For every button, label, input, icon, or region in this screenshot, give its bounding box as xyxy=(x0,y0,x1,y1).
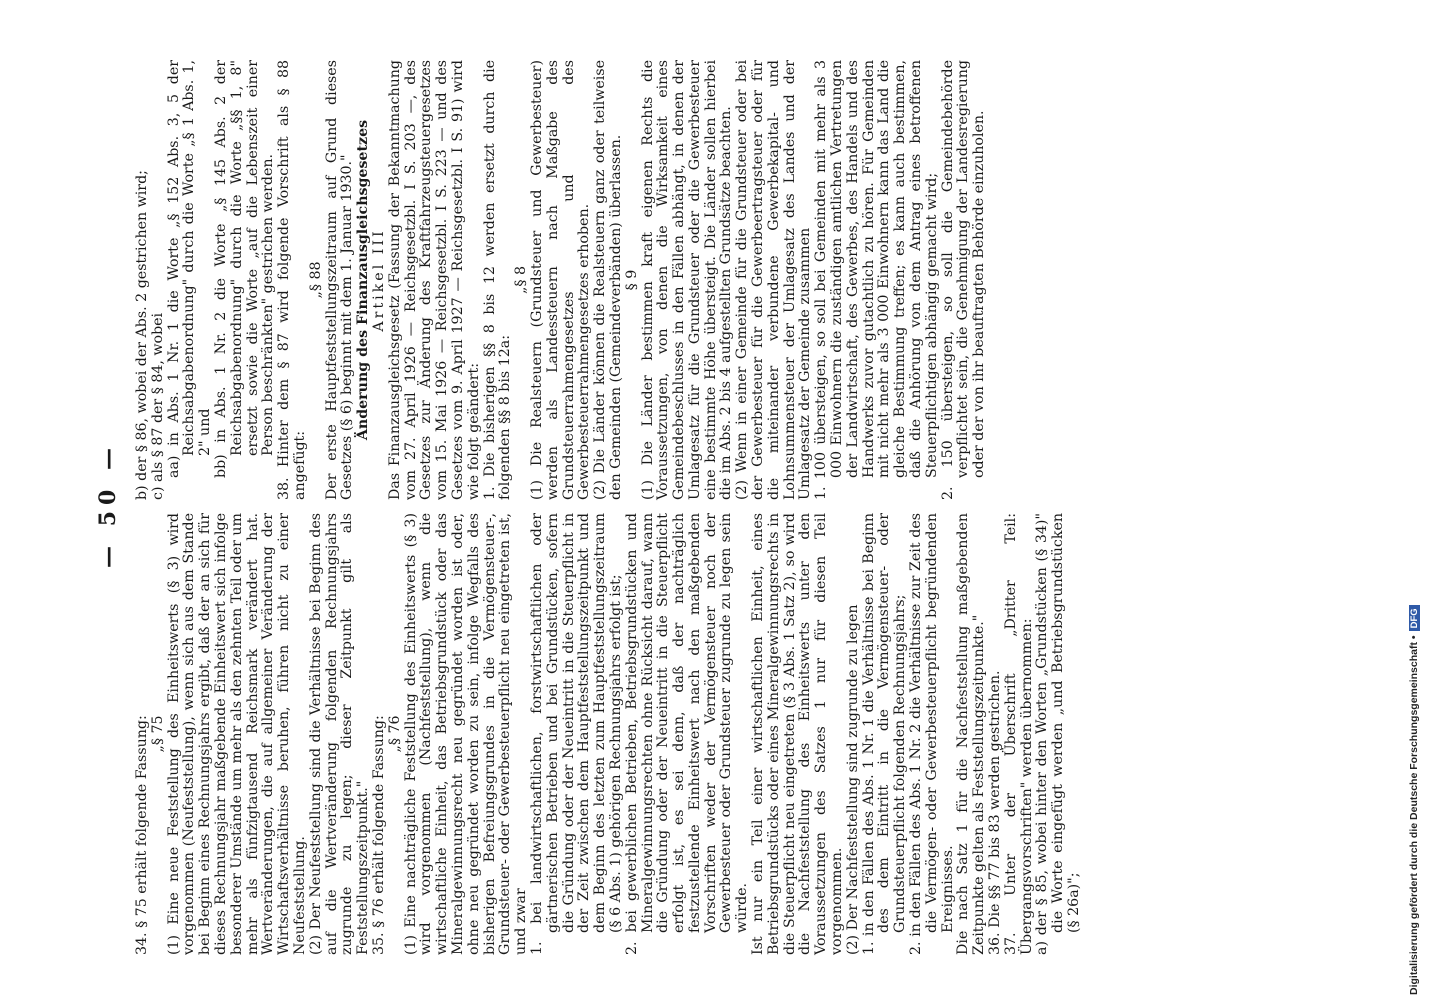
paragraph: 35. § 76 erhält folgende Fassung: xyxy=(370,715,387,955)
dfg-logo: DFG xyxy=(1409,605,1420,631)
article-number: Artikel III xyxy=(370,228,387,332)
section-heading: „§ 88 xyxy=(307,261,324,299)
paragraph: (1) Die Realsteuern (Grundsteuer und Gewerbesteuer) werden als Landessteuern nach Maßgabe des Grundsteuerrahmengesetzes und des Gewerbesteuerrahmengesetzes erhoben. xyxy=(528,60,593,500)
page-number: — 50 — xyxy=(95,442,121,568)
paragraph: (2) Der Neufeststellung sind die Verhältnisse bei Beginn des auf die Wertveränderung folgenden Rechnungsjahrs zugrunde zu legen; dieser Zeitpunkt gilt als Feststellungszeitpunkt." xyxy=(307,513,372,955)
list-item: 2. bei gewerblichen Betrieben, Betriebsgrundstücken und Mineralgewinnungsrechten ohne Rücksicht darauf, wann die Gründung oder der Neueintritt in die Steuerpflicht erfolgt ist, es sei denn, daß der nachträglich festzustellende Einheitswert nach den maßgebenden Vorschriften weder der Vermögensteuer noch der Gewerbesteuer oder Grundsteuer zugrunde zu legen sein würde. xyxy=(623,513,751,955)
paragraph: (1) Eine neue Feststellung des Einheitswerts (§ 3) wird vorgenommen (Neufeststellung), wenn sich aus dem Stande bei Beginn eines Rechnungsjahrs ergibt, daß der an sich für dieses Rechnungsjahr maßgebende Einheitswert sich infolge besonderer Umstände um mehr als den zehnten Teil oder um mehr als fünfzigtausend Reichsmark verändert hat. Wertveränderungen, die auf allgemeiner Veränderung der Wirtschaftsverhältnisse beruhen, führen nicht zu einer Neufeststellung. xyxy=(165,513,308,955)
section-heading: „§ 76 xyxy=(386,715,403,753)
paragraph: (1) Die Länder bestimmen kraft eigenen Rechts die Voraussetzungen, von denen die Wirksamkeit eines Gemeindebeschlusses in den Fällen abhängt, in denen der Umlagesatz für die Grundsteuer oder die Gewerbesteuer eine bestimmte Höhe übersteigt. Die Länder sollen hierbei die im Abs. 2 bis 4 aufgestellten Grundsätze beachten. xyxy=(639,60,735,500)
left-column xyxy=(135,513,1083,955)
paragraph: 38. Hinter dem § 87 wird folgende Vorschrift als § 88 angefügt: xyxy=(276,60,308,500)
paragraph: (2) Der Nachfeststellung sind zugrunde zu legen xyxy=(844,604,861,955)
list-item: 2. 150 übersteigen, so soll die Gemeindebehörde verpflichtet sein, die Genehmigung der Landesregierung oder der von ihr beauftragten Behörde einzuholen. xyxy=(939,60,988,500)
list-item: 1. bei landwirtschaftlichen, forstwirtschaftlichen oder gärtnerischen Betrieben und bei Grundstücken, sofern die Gründung oder der Neueintritt in die Steuerpflicht in der Zeit zwischen dem Hauptfeststellungszeitpunkt und dem Beginn des letzten zum Hauptfeststellungszeitraum (§ 6 Abs. 1) gehörigen Rechnungsjahrs erfolgt ist; xyxy=(528,513,624,955)
paragraph: Das Finanzausgleichsgesetz (Fassung der Bekanntmachung vom 27. April 1926 — Reichsgesetzbl. I S. 203 —, des Gesetzes zur Änderung des Kraftfahrzeugsteuergesetzes vom 15. Mai 1926 — Reichsgesetzbl. I S. 223 — und des Gesetzes vom 9. April 1927 — Reichsgesetzbl. I S. 91) wird wie folgt geändert: xyxy=(386,60,482,500)
paragraph: 1. Die bisherigen §§ 8 bis 12 werden ersetzt durch die folgenden §§ 8 bis 12a: xyxy=(481,60,514,500)
list-item: c) als § 87 der § 84, wobei xyxy=(149,312,166,500)
right-column xyxy=(135,60,988,500)
paragraph: 37. Unter der Überschrift „Dritter Teil: Übergangsvorschriften" werden übernommen: xyxy=(1002,513,1035,955)
paragraph: (2) Die Länder können die Realsteuern ganz oder teilweise den Gemeinden (Gemeindeverbänden) überlassen. xyxy=(592,60,624,500)
list-item: bb) in Abs. 1 Nr. 2 die Worte „§ 145 Abs. 2 der Reichsabgabenordnung" durch die Worte „§§ 1, 8" ersetzt sowie die Worte „auf die Lebenszeit einer Person beschränkten" gestrichen werden. xyxy=(212,60,277,478)
section-heading: „§ 8 xyxy=(513,266,530,294)
paragraph: 36. Die §§ 77 bis 83 werden gestrichen. xyxy=(987,670,1004,955)
article-heading: Änderung des Finanzausgleichsgesetzes xyxy=(355,119,372,441)
footer-note: Digitalisierung gefördert durch die Deutsche Forschungsgemeinschaft • xyxy=(1408,635,1420,995)
list-item: 1. 100 übersteigen, so soll bei Gemeinden mit mehr als 3 000 Einwohnern die zuständigen amtlichen Vertretungen der Landwirtschaft, des Gewerbes, des Handels und des Handwerks zuvor gutachtlich zu hören. Für Gemeinden mit nicht mehr als 3 000 Einwohnern kann das Land die gleiche Bestimmung treffen; es kann auch bestimmen, daß die Anhörung von dem Antrag eines betroffenen Steuerpflichtigen abhängig gemacht wird; xyxy=(813,60,940,500)
paragraph: (1) Eine nachträgliche Feststellung des Einheitswerts (§ 3) wird vorgenommen (Nachfeststellung), wenn die wirtschaftliche Einheit, das Betriebsgrundstück oder das Mineralgewinnungsrecht neu gegründet worden ist oder, ohne neu gegründet worden zu sein, infolge Wegfalls des bisherigen Befreiungsgrundes in die Vermögensteuer-, Grundsteuer- oder Gewerbesteuerpflicht neu eingetreten ist, und zwar xyxy=(402,513,530,955)
digitization-note xyxy=(1408,0,1420,995)
section-heading: „§ 75 xyxy=(149,715,166,753)
list-item: 1. in den Fällen des Abs. 1 Nr. 1 die Verhältnisse bei Beginn des dem Eintritt in die Vermögensteuer- oder Grundsteuerpflicht folgenden Rechnungsjahrs; xyxy=(860,513,909,955)
paragraph: Die nach Satz 1 für die Nachfeststellung maßgebenden Zeitpunkte gelten als Feststellungszeitpunkte." xyxy=(955,513,988,955)
list-item: aa) in Abs. 1 Nr. 1 die Worte „§ 152 Abs. 3, 5 der Reichsabgabenordnung" durch die Worte „§ 1 Abs. 1, 2" und xyxy=(165,60,214,478)
paragraph: 34. § 75 erhält folgende Fassung: xyxy=(134,715,150,955)
list-item: 2. in den Fällen des Abs. 1 Nr. 2 die Verhältnisse zur Zeit des die Vermögen- oder Gewerbesteuerpflicht begründenden Ereignisses. xyxy=(908,513,956,955)
rotated-text-block xyxy=(95,55,1385,955)
paragraph: Der erste Hauptfeststellungszeitraum auf Grund dieses Gesetzes (§ 6) beginnt mit dem 1. Januar 1930." xyxy=(323,60,356,500)
section-heading: § 9 xyxy=(623,269,640,291)
list-item: b) der § 86, wobei der Abs. 2 gestrichen wird; xyxy=(134,170,150,500)
list-item: a) der § 85, wobei hinter den Worten „Grundstücken (§ 34)" die Worte eingefügt werden „und Betriebsgrundstücken (§ 26a)"; xyxy=(1034,513,1083,955)
paragraph: Ist nur ein Teil einer wirtschaftlichen Einheit, eines Betriebsgrundstücks oder eines Mineralgewinnungsrechts in die Steuerpflicht neu eingetreten (§ 3 Abs. 1 Satz 2), so wird die Nachfeststellung des Einheitswerts unter den Voraussetzungen des Satzes 1 nur für diesen Teil vorgenommen. xyxy=(750,513,846,955)
paragraph: (2) Wenn in einer Gemeinde für die Grundsteuer oder bei der Gewerbesteuer für die Gewerbeertragsteuer oder für die miteinander verbundene Gewerbekapital- und Lohnsummensteuer der Umlagesatz des Landes und der Umlagesatz der Gemeinde zusammen xyxy=(734,60,814,500)
